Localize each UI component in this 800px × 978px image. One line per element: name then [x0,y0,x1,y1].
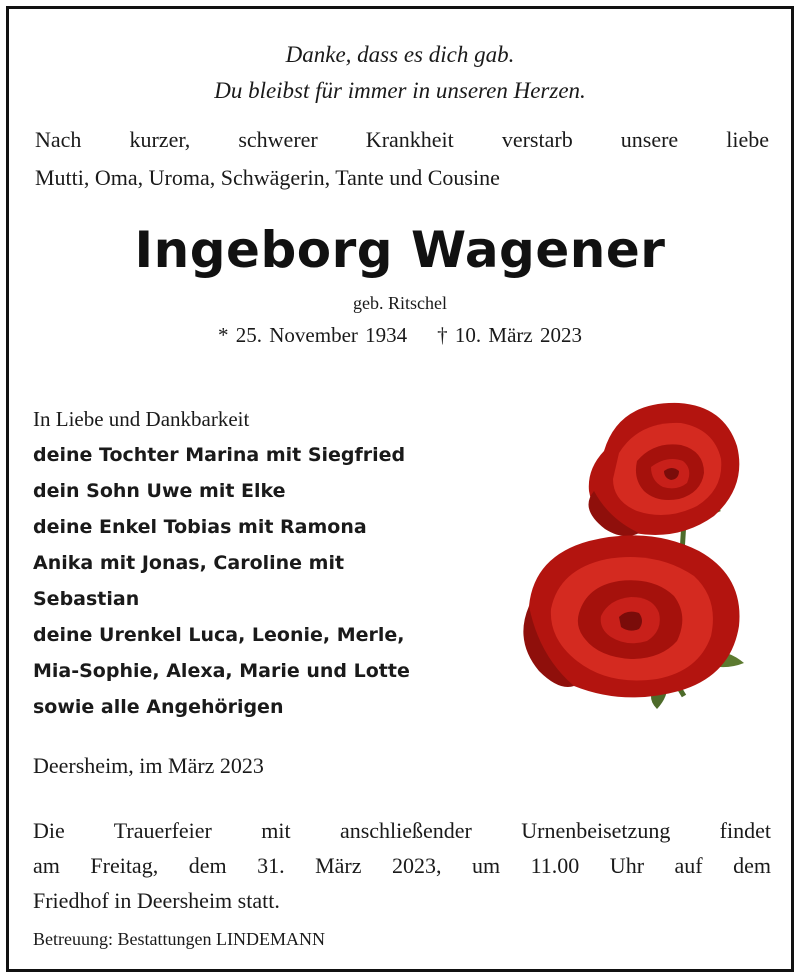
ceremony-info [33,813,771,918]
lower-rose [523,535,739,697]
undertaker: Betreuung: Bestattungen LINDEMANN [33,929,325,949]
mourner-line: sowie alle Angehörigen [33,696,284,718]
mourner-line: deine Urenkel Luca, Leonie, Merle, [33,624,405,646]
upper-rose [589,403,740,536]
deceased-name: Ingeborg Wagener [134,221,666,279]
birth-name: geb. Ritschel [353,293,447,313]
quote-line-2: Du bleibst für immer in unseren Herzen. [214,78,586,103]
roses-image [509,391,759,711]
mourner-line: Mia-Sophie, Alexa, Marie und Lotte [33,660,410,682]
mourner-line: Sebastian [33,588,140,610]
mourner-line: deine Enkel Tobias mit Ramona [33,516,367,538]
mourner-line: deine Tochter Marina mit Siegfried [33,444,406,466]
intro-text [35,121,769,197]
obituary-notice [6,6,794,972]
birth-date: * 25. November 1934 [218,323,408,347]
death-date: † 10. März 2023 [437,323,582,347]
intro-line-2: Mutti, Oma, Uroma, Schwägerin, Tante und Cousine [35,165,500,190]
place-date: Deersheim, im März 2023 [33,753,264,778]
life-dates [9,323,791,348]
intro-line-1: Nach kurzer, schwerer Krankheit verstarb unsere liebe [35,127,769,152]
ceremony-line-3: Friedhof in Deersheim statt. [33,888,280,913]
mourners-lead: In Liebe und Dankbarkeit [33,407,250,431]
mourners-list [33,401,533,725]
ceremony-line-1: Die Trauerfeier mit anschließender Urnenbeisetzung findet [33,818,771,843]
ceremony-line-2: am Freitag, dem 31. März 2023, um 11.00 Uhr auf dem [33,853,771,878]
memorial-quote [9,37,791,109]
mourner-line: Anika mit Jonas, Caroline mit [33,552,345,574]
mourner-line: dein Sohn Uwe mit Elke [33,480,286,502]
quote-line-1: Danke, dass es dich gab. [285,42,515,67]
